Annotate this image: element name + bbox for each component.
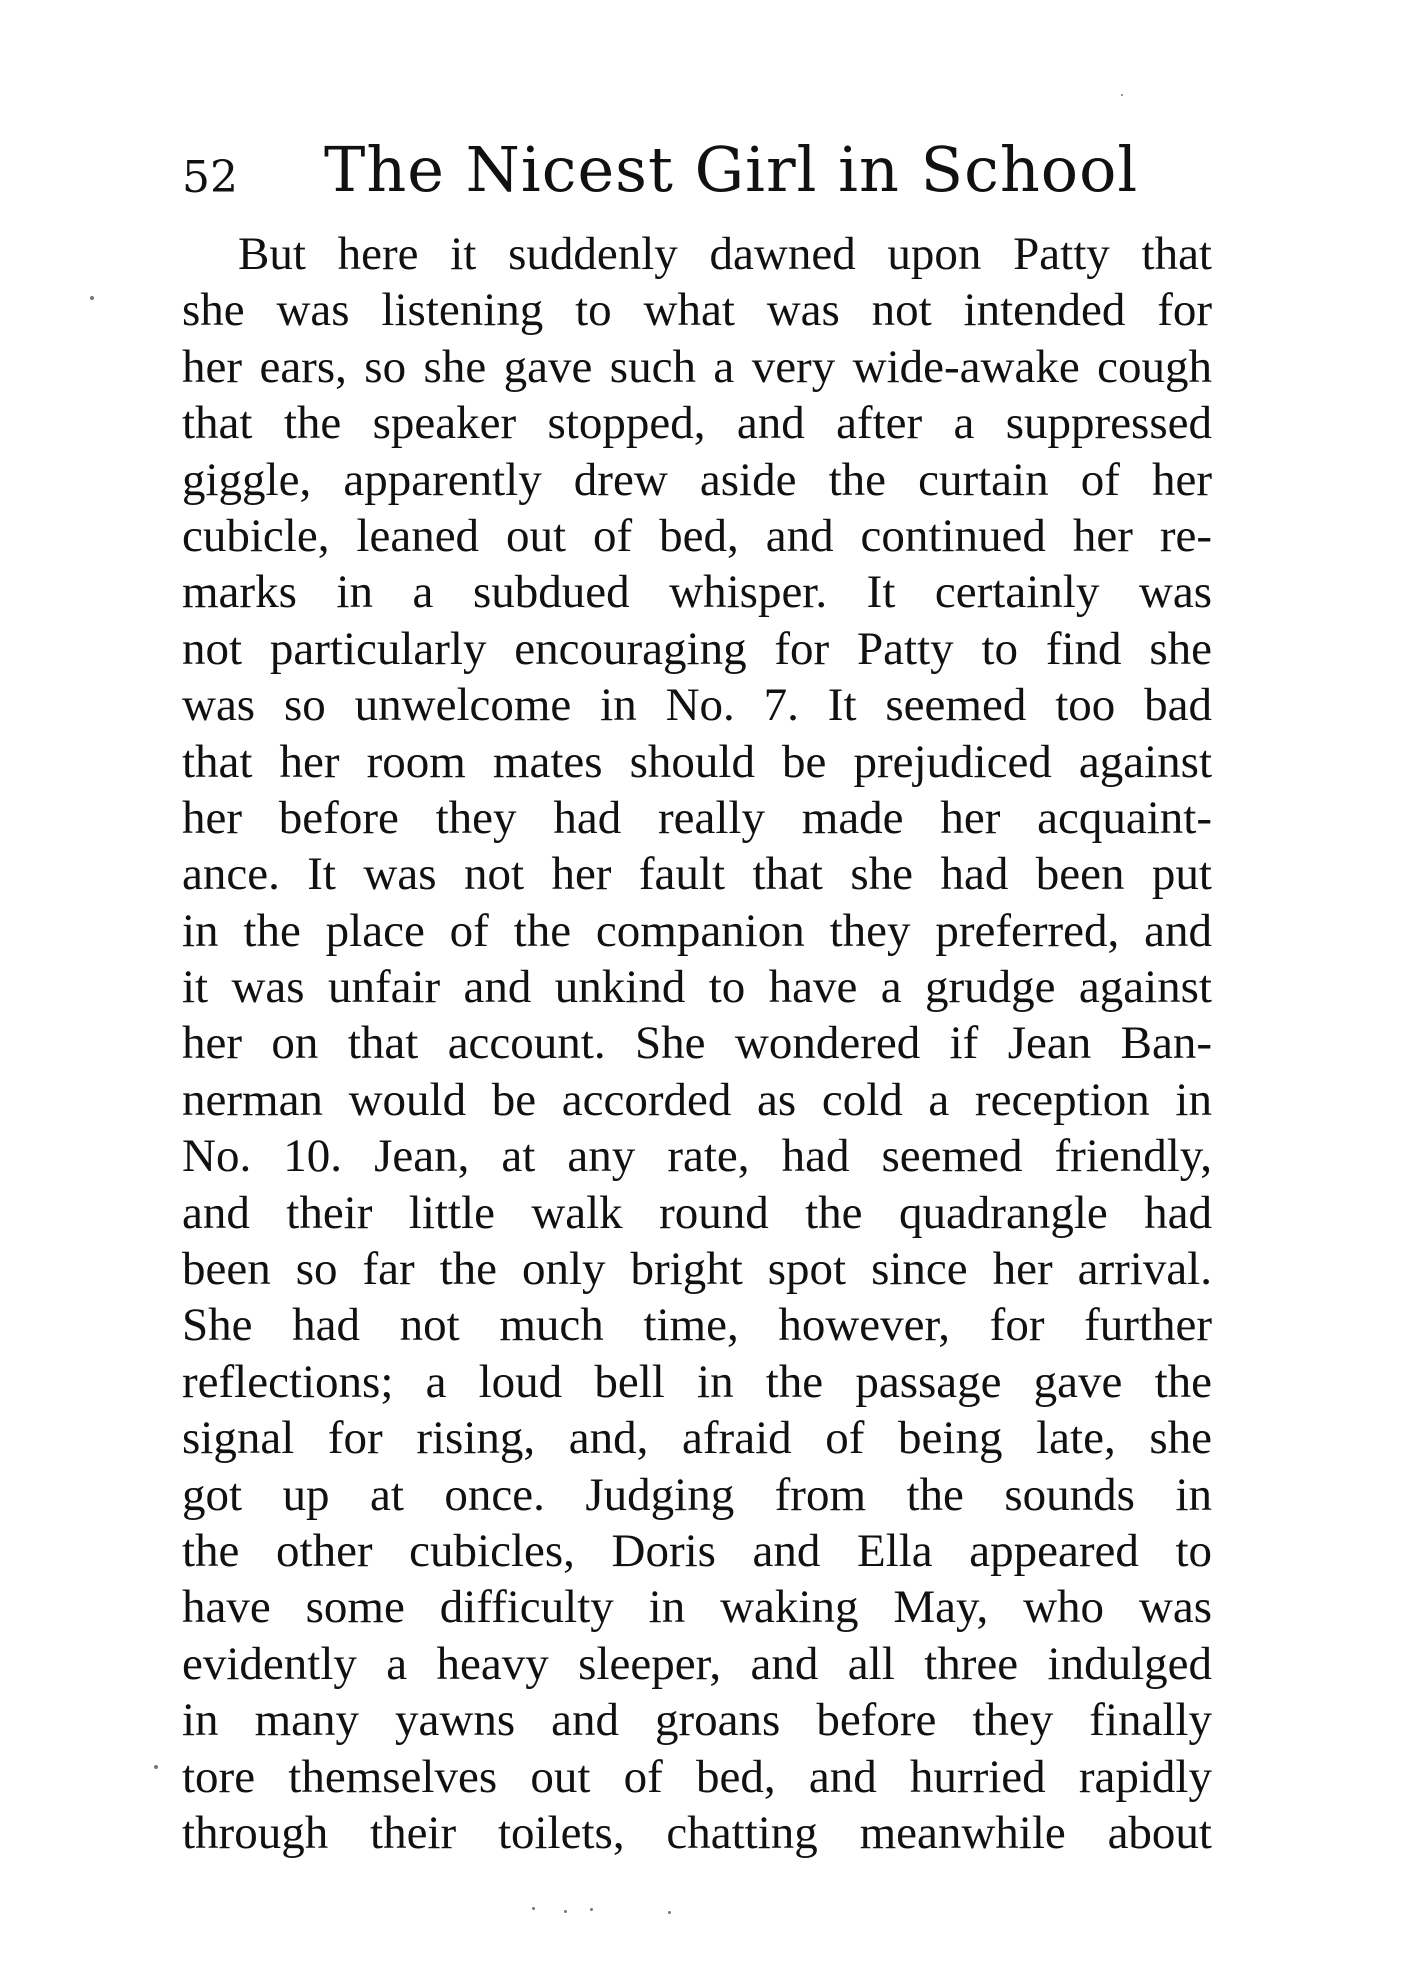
margin-speck (90, 296, 94, 300)
text-line: the other cubicles, Doris and Ella appeared to (182, 1524, 1212, 1577)
margin-speck (590, 1908, 593, 1911)
text-line: that her room mates should be prejudiced against (182, 735, 1212, 788)
text-line: was so unwelcome in No. 7. It seemed too bad (182, 679, 1212, 732)
text-line: She had not much time, however, for further (182, 1299, 1212, 1352)
text-line: been so far the only bright spot since her arrival. (182, 1243, 1212, 1296)
text-line: evidently a heavy sleeper, and all three indulged (182, 1637, 1212, 1690)
text-line: it was unfair and unkind to have a grudge against (182, 961, 1212, 1014)
text-line: reflections; a loud bell in the passage gave the (182, 1355, 1212, 1408)
running-head (182, 130, 1212, 210)
margin-speck (668, 1911, 671, 1914)
text-line: got up at once. Judging from the sounds in (182, 1468, 1212, 1521)
page-number: 52 (182, 152, 238, 203)
text-line: have some difficulty in waking May, who was (182, 1581, 1212, 1634)
text-line: she was listening to what was not intended for (182, 284, 1212, 337)
text-line: her before they had really made her acquaint- (182, 791, 1212, 844)
text-line: not particularly encouraging for Patty to find she (182, 622, 1212, 675)
body-text (182, 226, 1212, 1861)
text-line: her ears, so she gave such a very wide-awake cough (182, 340, 1212, 393)
text-line: that the speaker stopped, and after a suppressed (182, 397, 1212, 450)
text-line: But here it suddenly dawned upon Patty that (238, 228, 1212, 280)
text-line: cubicle, leaned out of bed, and continued her re- (182, 509, 1212, 562)
text-line: in many yawns and groans before they finally (182, 1694, 1212, 1747)
text-line: her on that account. She wondered if Jean Ban- (182, 1017, 1212, 1070)
text-line: tore themselves out of bed, and hurried rapidly (182, 1750, 1212, 1803)
margin-speck (154, 1765, 158, 1769)
text-line: and their little walk round the quadrangle had (182, 1186, 1212, 1239)
margin-speck (564, 1910, 567, 1913)
text-line: marks in a subdued whisper. It certainly was (182, 566, 1212, 619)
text-line: ance. It was not her fault that she had been put (182, 848, 1212, 901)
text-line: No. 10. Jean, at any rate, had seemed friendly, (182, 1130, 1212, 1183)
margin-speck (532, 1907, 535, 1910)
text-line: nerman would be accorded as cold a reception in (182, 1073, 1212, 1126)
margin-speck (1121, 94, 1123, 96)
text-line: in the place of the companion they preferred, and (182, 904, 1212, 957)
text-line: giggle, apparently drew aside the curtain of her (182, 453, 1212, 506)
text-line: signal for rising, and, afraid of being late, she (182, 1412, 1212, 1465)
text-line: through their toilets, chatting meanwhile about (182, 1806, 1212, 1859)
book-title: The Nicest Girl in School (324, 133, 1139, 206)
